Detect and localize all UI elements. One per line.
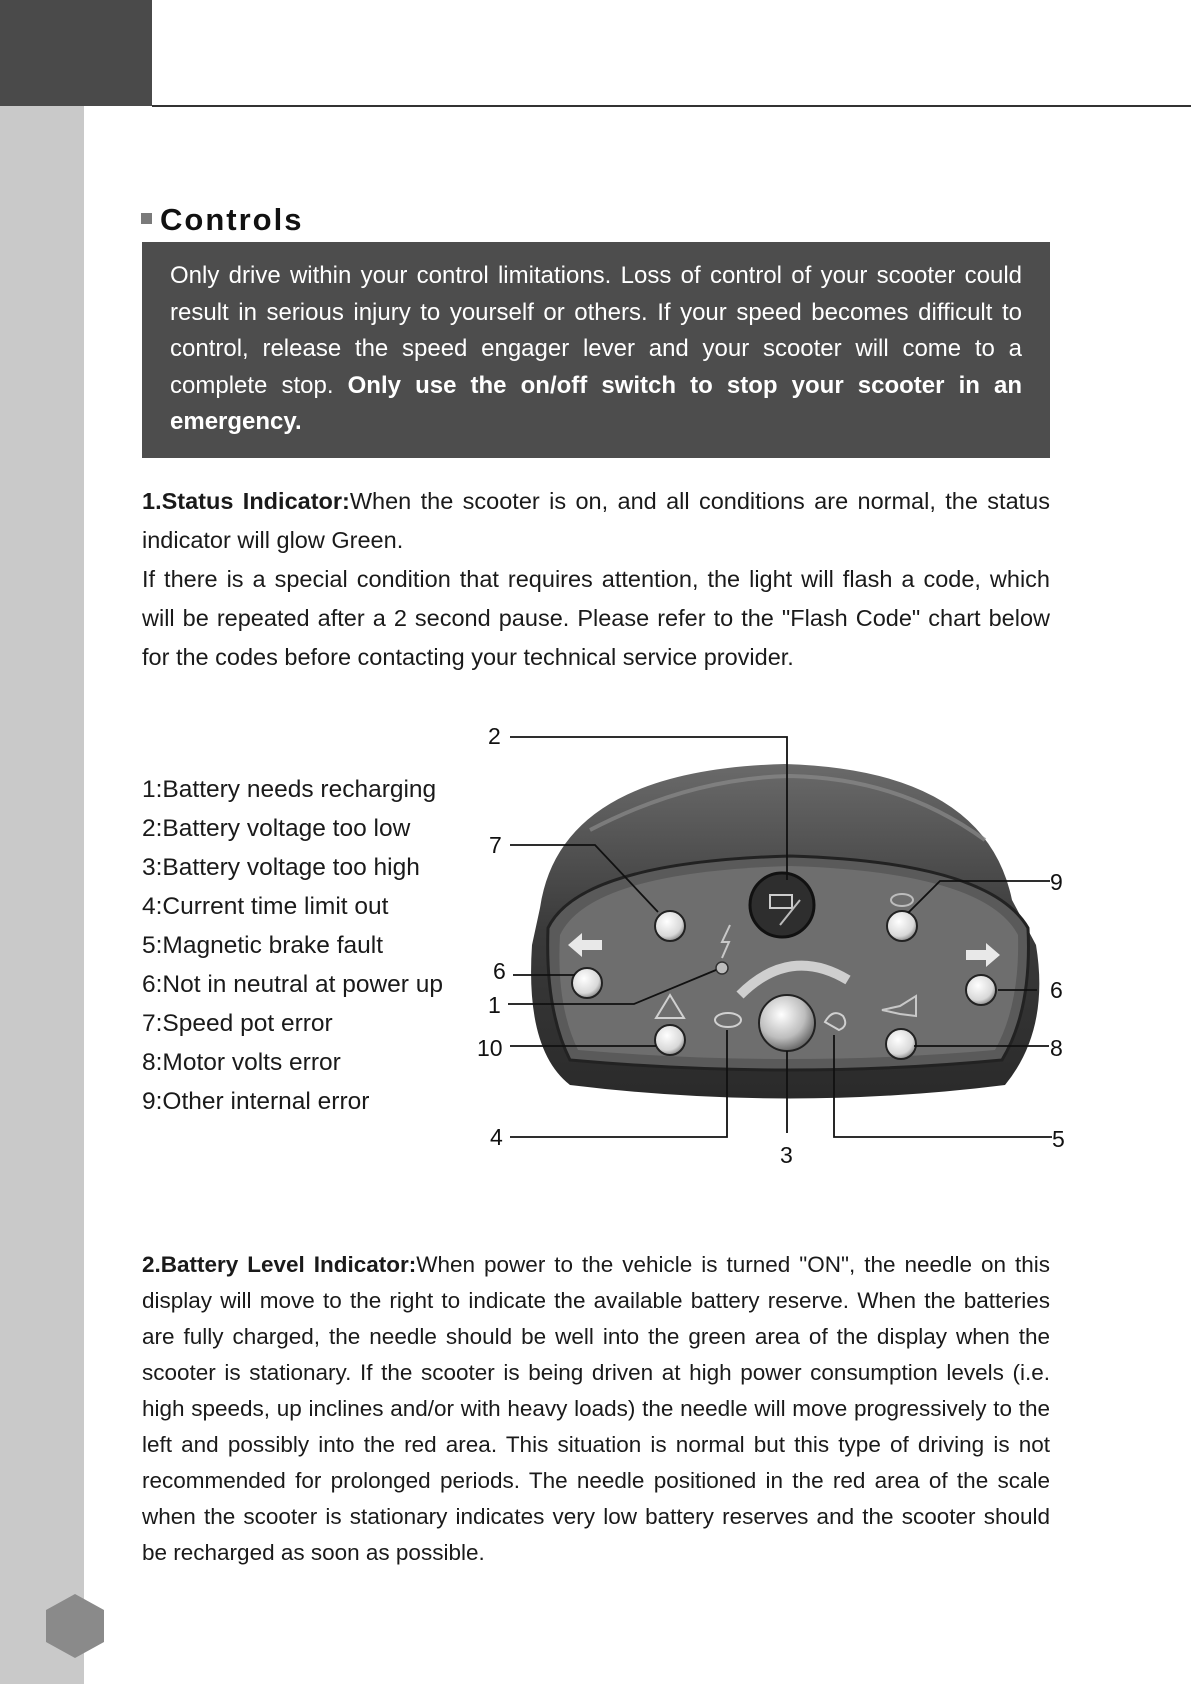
leader-2 xyxy=(510,737,787,880)
flash-code-item: 6:Not in neutral at power up xyxy=(142,971,443,998)
square-bullet-icon xyxy=(141,213,152,224)
callout-2: 2 xyxy=(488,723,501,749)
right-arrow-icon xyxy=(966,943,1000,967)
horn-icon xyxy=(882,996,916,1016)
header-block xyxy=(0,0,152,106)
status-indicator-paragraph: 1.Status Indicator:When the scooter is on, and all conditions are normal, the status indicator will glow Green. xyxy=(142,488,1050,553)
battery-gauge-needle xyxy=(780,900,800,925)
callout-9: 9 xyxy=(1050,869,1063,895)
leader-1 xyxy=(508,970,716,1004)
battery-indicator-paragraph: 2.Battery Level Indicator:When power to the vehicle is turned "ON", the needle on this display will move to the right to indicate the available battery reserve. When the batteries are fully charged, the needle should be well into the green area of the display when the scooter is stationary. If the scooter is being driven at high power consumption levels (i.e. high speeds, up inclines and/or with heavy loads) the needle will move progressively to the left and possibly into the red area. This situation is normal but this type of driving is not recommended for prolonged periods. The needle positioned in the red area of the scale when the scooter is stationary indicates very low battery reserves and the scooter should be recharged as soon as possible. xyxy=(142,1252,1050,1565)
console-face-plate xyxy=(548,856,1029,1070)
callout-8: 8 xyxy=(1050,1035,1063,1061)
console-top-highlight xyxy=(590,776,985,840)
left-arrow-icon xyxy=(568,933,602,957)
header-rule xyxy=(152,105,1191,107)
speed-knob xyxy=(759,995,815,1051)
speed-limit-button xyxy=(655,911,685,941)
flash-code-item: 4:Current time limit out xyxy=(142,893,389,920)
left-indicator-button xyxy=(572,968,602,998)
battery-gauge-icon xyxy=(770,895,792,908)
warning-text: Only drive within your control limitations. Loss of control of your scooter could result in serious injury to yourself or others. If your speed becomes difficult to control, release the speed engager lever and your scooter will come to a complete stop. xyxy=(170,262,1022,399)
flash-code-list xyxy=(142,770,443,1121)
flash-code-item: 9:Other internal error xyxy=(142,1088,370,1115)
turtle-button xyxy=(887,911,917,941)
callout-5: 5 xyxy=(1052,1126,1065,1152)
flash-code-item: 1:Battery needs recharging xyxy=(142,776,437,803)
callout-3: 3 xyxy=(780,1142,793,1168)
callout-7: 7 xyxy=(489,832,502,858)
console-shell xyxy=(531,764,1039,1099)
rabbit-symbol-icon xyxy=(825,1013,845,1030)
speed-arc xyxy=(740,966,848,995)
callout-1: 1 xyxy=(488,992,501,1018)
flash-code-item: 5:Magnetic brake fault xyxy=(142,932,384,959)
callout-10: 10 xyxy=(477,1035,503,1061)
callout-6-left: 6 xyxy=(493,958,506,984)
warning-box xyxy=(142,242,1050,458)
status-indicator-label: 1.Status Indicator: xyxy=(142,488,350,514)
right-indicator-button xyxy=(966,975,996,1005)
section-title: Controls xyxy=(141,202,303,238)
battery-indicator-label: 2.Battery Level Indicator: xyxy=(142,1252,417,1277)
turtle-top-icon xyxy=(891,894,913,906)
leader-4 xyxy=(510,1030,727,1137)
status-indicator-paragraph-2: If there is a special condition that requires attention, the light will flash a code, which will be repeated after a 2 second pause. Please refer to the "Flash Code" chart below for the codes before contacting your technical service provider. xyxy=(142,566,1050,670)
horn-button xyxy=(886,1029,916,1059)
hazard-triangle-icon xyxy=(656,995,684,1018)
flash-code-item: 2:Battery voltage too low xyxy=(142,815,411,842)
turtle-symbol-icon xyxy=(715,1013,741,1027)
leader-7 xyxy=(510,845,658,912)
face-plate-inner xyxy=(559,866,1018,1059)
callout-4: 4 xyxy=(490,1124,503,1150)
callout-leader-lines xyxy=(508,737,1052,1137)
lightning-icon xyxy=(722,925,730,958)
flash-code-item: 8:Motor volts error xyxy=(142,1049,341,1076)
flash-code-item: 7:Speed pot error xyxy=(142,1010,333,1037)
battery-gauge xyxy=(750,873,814,937)
page-sidebar xyxy=(0,0,84,1684)
status-light xyxy=(716,962,728,974)
flash-code-item: 3:Battery voltage too high xyxy=(142,854,420,881)
leader-9 xyxy=(908,881,1050,913)
callout-6-right: 6 xyxy=(1050,977,1063,1003)
warning-bold-text: Only use the on/off switch to stop your scooter in an emergency. xyxy=(170,371,1023,435)
hazard-button xyxy=(655,1025,685,1055)
leader-5 xyxy=(834,1035,1052,1137)
